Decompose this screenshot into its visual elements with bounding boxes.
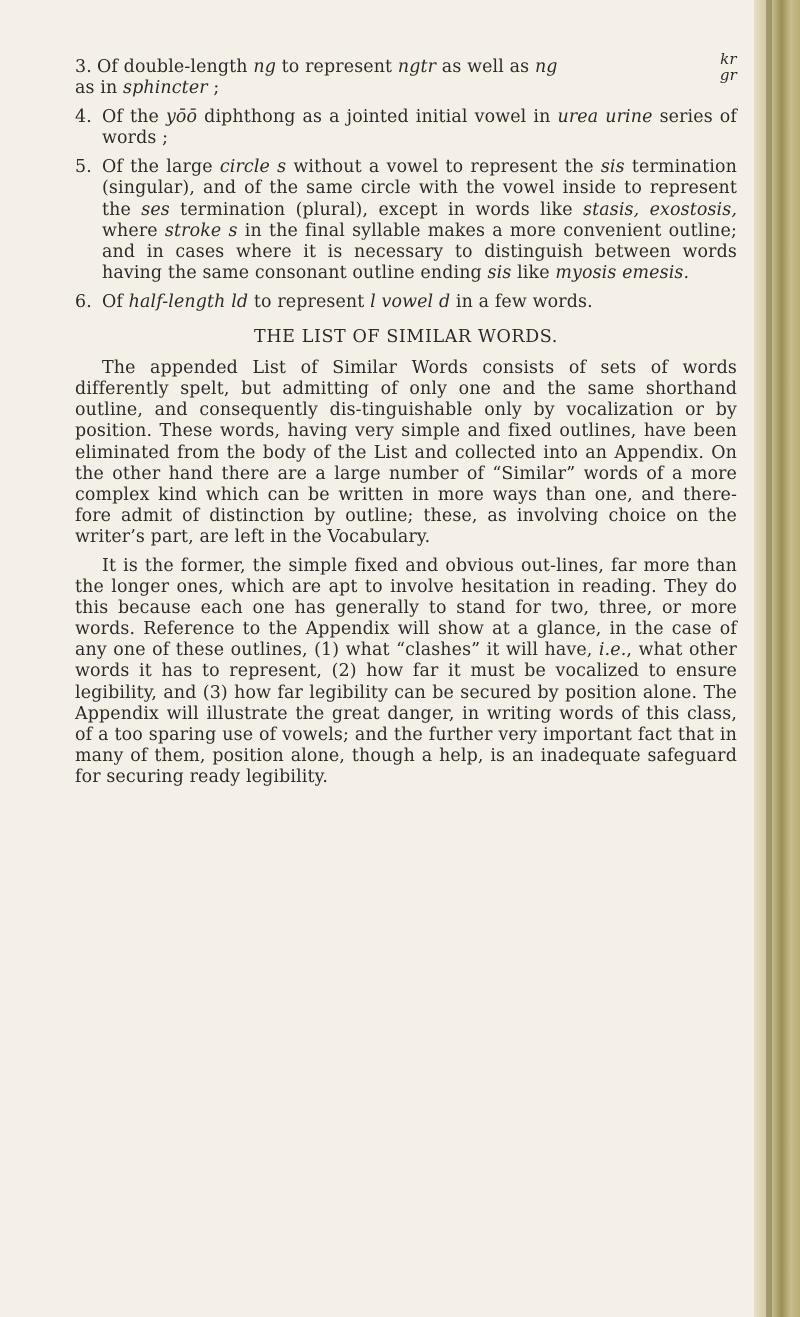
list-item-6: 6. Of half-length ld to represent l vowel d in a few words. (75, 291, 593, 312)
list-item-3: 3. Of double-length ng to represent ngtr as well as ng as in sphincter ; kr gr (75, 50, 737, 99)
item-number: 6. (75, 291, 92, 312)
item-number: 4. (75, 107, 92, 128)
paragraph-1: The appended List of Similar Words consists of sets of words differently spelt, but admitting of only one and the same shorthand outline, and consequently dis-tinguishable only by vocalization or by position. These words, having very simple and fixed outlines, have been eliminated from the body of the List and collected into an Appendix. On the other hand there are a large number of “Similar” words of a more complex kind which can be written in more ways than one, and there-fore admit of distinction by outline; these, as involving choice on the writer’s part, are left in the Vocabulary. (75, 358, 737, 547)
item-number: 3. (75, 57, 92, 77)
section-heading: THE LIST OF SIMILAR WORDS. (254, 327, 558, 348)
page-text (75, 50, 738, 796)
page-edge (754, 0, 800, 1317)
item-number: 5. (75, 157, 92, 178)
margin-note: kr gr (719, 50, 737, 84)
page-edge-shadow (766, 0, 772, 1317)
paragraph-2: It is the former, the simple fixed and obvious out-lines, far more than the longer ones, which are apt to involve hesitation in reading. They do this because each one has generally to stand for two, three, or more words. Reference to the Appendix will show at a glance, in the case of any one of these outlines, (1) what “clashes” it will have, i.e., what other words it has to represent, (2) how far it must be vocalized to ensure legibility, and (3) how far legibility can be secured by position alone. The Appendix will illustrate the great danger, in writing words of this class, of a too sparing use of vowels; and the further very important fact that in many of them, position alone, though a help, is an inadequate safeguard for securing ready legibility. (75, 555, 738, 787)
list-item-4: 4. Of the yōō diphthong as a jointed initial vowel in urea urine series of words ; (75, 107, 737, 149)
list-item-5: 5. Of the large circle s without a vowel to represent the sis termination (singular), and of the same circle with the vowel inside to represent the ses termination (plural), except in words like stasis, exostosis, where stroke s in the final syllable makes a more convenient outline; and in cases where it is necessary to distinguish between words having the same consonant outline ending sis like myosis emesis. (75, 157, 737, 283)
